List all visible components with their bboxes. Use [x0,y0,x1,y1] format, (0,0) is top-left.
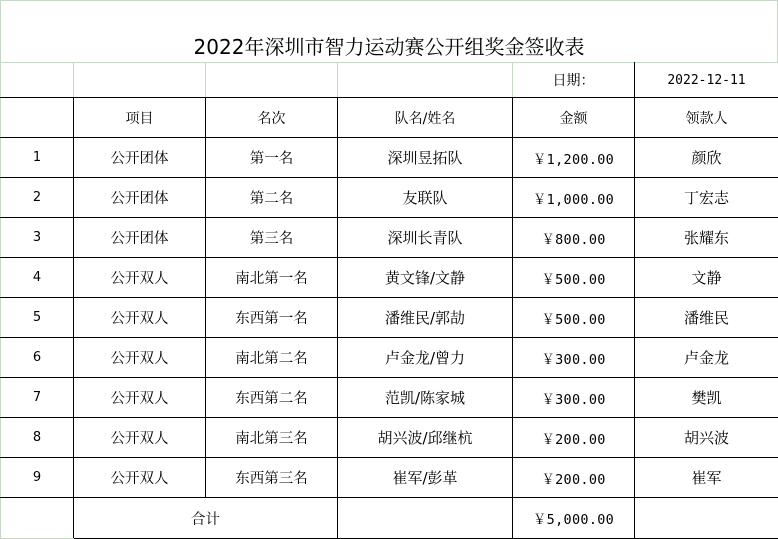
amount-cell[interactable]: ￥200.00 [513,418,635,458]
date-label[interactable]: 日期： [513,63,635,98]
header-cell-amount[interactable]: 金额 [513,98,635,138]
event-cell[interactable]: 公开双人 [74,258,206,298]
receiver-cell[interactable]: 张耀东 [635,218,778,258]
receiver-cell[interactable]: 文静 [635,258,778,298]
team-cell[interactable]: 卢金龙/曾力 [338,338,513,378]
cell-empty[interactable] [1,498,74,539]
row-number[interactable]: 9 [1,458,74,498]
team-cell[interactable]: 崔军/彭革 [338,458,513,498]
rank-cell[interactable]: 第三名 [206,218,338,258]
rank-cell[interactable]: 南北第二名 [206,338,338,378]
table-row [1,298,778,338]
date-row [1,63,778,98]
rank-cell[interactable]: 第一名 [206,138,338,178]
cell-empty[interactable] [1,63,74,98]
cell-empty[interactable] [338,498,513,539]
rank-cell[interactable]: 东西第三名 [206,458,338,498]
amount-cell[interactable]: ￥1,200.00 [513,138,635,178]
cell-empty[interactable] [338,63,513,98]
row-number[interactable]: 3 [1,218,74,258]
team-cell[interactable]: 深圳昱拓队 [338,138,513,178]
rank-cell[interactable]: 东西第一名 [206,298,338,338]
table-row [1,418,778,458]
amount-cell[interactable]: ￥1,000.00 [513,178,635,218]
receiver-cell[interactable]: 樊凯 [635,378,778,418]
event-cell[interactable]: 公开双人 [74,418,206,458]
row-number[interactable]: 5 [1,298,74,338]
receiver-cell[interactable]: 潘维民 [635,298,778,338]
event-cell[interactable]: 公开双人 [74,338,206,378]
amount-cell[interactable]: ￥500.00 [513,258,635,298]
cell-empty[interactable] [206,63,338,98]
row-number[interactable]: 4 [1,258,74,298]
receiver-cell[interactable]: 卢金龙 [635,338,778,378]
team-cell[interactable]: 黄文锋/文静 [338,258,513,298]
event-cell[interactable]: 公开双人 [74,378,206,418]
row-number[interactable]: 2 [1,178,74,218]
cell-empty[interactable] [635,498,778,539]
receiver-cell[interactable]: 颜欣 [635,138,778,178]
rank-cell[interactable]: 东西第二名 [206,378,338,418]
receiver-cell[interactable]: 丁宏志 [635,178,778,218]
amount-cell[interactable]: ￥300.00 [513,378,635,418]
amount-cell[interactable]: ￥300.00 [513,338,635,378]
amount-cell[interactable]: ￥800.00 [513,218,635,258]
amount-cell[interactable]: ￥500.00 [513,298,635,338]
table-row [1,138,778,178]
header-cell-team[interactable]: 队名/姓名 [338,98,513,138]
header-cell-receiver[interactable]: 领款人 [635,98,778,138]
table-row [1,218,778,258]
table-row [1,338,778,378]
header-cell-event[interactable]: 项目 [74,98,206,138]
team-cell[interactable]: 深圳长青队 [338,218,513,258]
receiver-cell[interactable]: 崔军 [635,458,778,498]
event-cell[interactable]: 公开团体 [74,178,206,218]
table-row [1,258,778,298]
team-cell[interactable]: 范凯/陈家城 [338,378,513,418]
amount-cell[interactable]: ￥200.00 [513,458,635,498]
row-number[interactable]: 8 [1,418,74,458]
total-label[interactable]: 合计 [74,498,338,539]
row-number[interactable]: 7 [1,378,74,418]
award-table [0,62,778,539]
receiver-cell[interactable]: 胡兴波 [635,418,778,458]
event-cell[interactable]: 公开双人 [74,458,206,498]
team-cell[interactable]: 潘维民/郭劼 [338,298,513,338]
total-row [1,498,778,539]
event-cell[interactable]: 公开双人 [74,298,206,338]
header-cell-rank[interactable]: 名次 [206,98,338,138]
event-cell[interactable]: 公开团体 [74,138,206,178]
table-row [1,178,778,218]
table-row [1,458,778,498]
total-amount[interactable]: ￥5,000.00 [513,498,635,539]
sheet-title[interactable]: 2022年深圳市智力运动赛公开组奖金签收表 [0,0,778,62]
date-value[interactable]: 2022-12-11 [635,63,778,98]
team-cell[interactable]: 胡兴波/邱继杭 [338,418,513,458]
table-row [1,378,778,418]
row-number[interactable]: 1 [1,138,74,178]
header-row [1,98,778,138]
event-cell[interactable]: 公开团体 [74,218,206,258]
header-cell-index[interactable] [1,98,74,138]
team-cell[interactable]: 友联队 [338,178,513,218]
row-number[interactable]: 6 [1,338,74,378]
rank-cell[interactable]: 南北第一名 [206,258,338,298]
rank-cell[interactable]: 第二名 [206,178,338,218]
cell-empty[interactable] [74,63,206,98]
rank-cell[interactable]: 南北第三名 [206,418,338,458]
